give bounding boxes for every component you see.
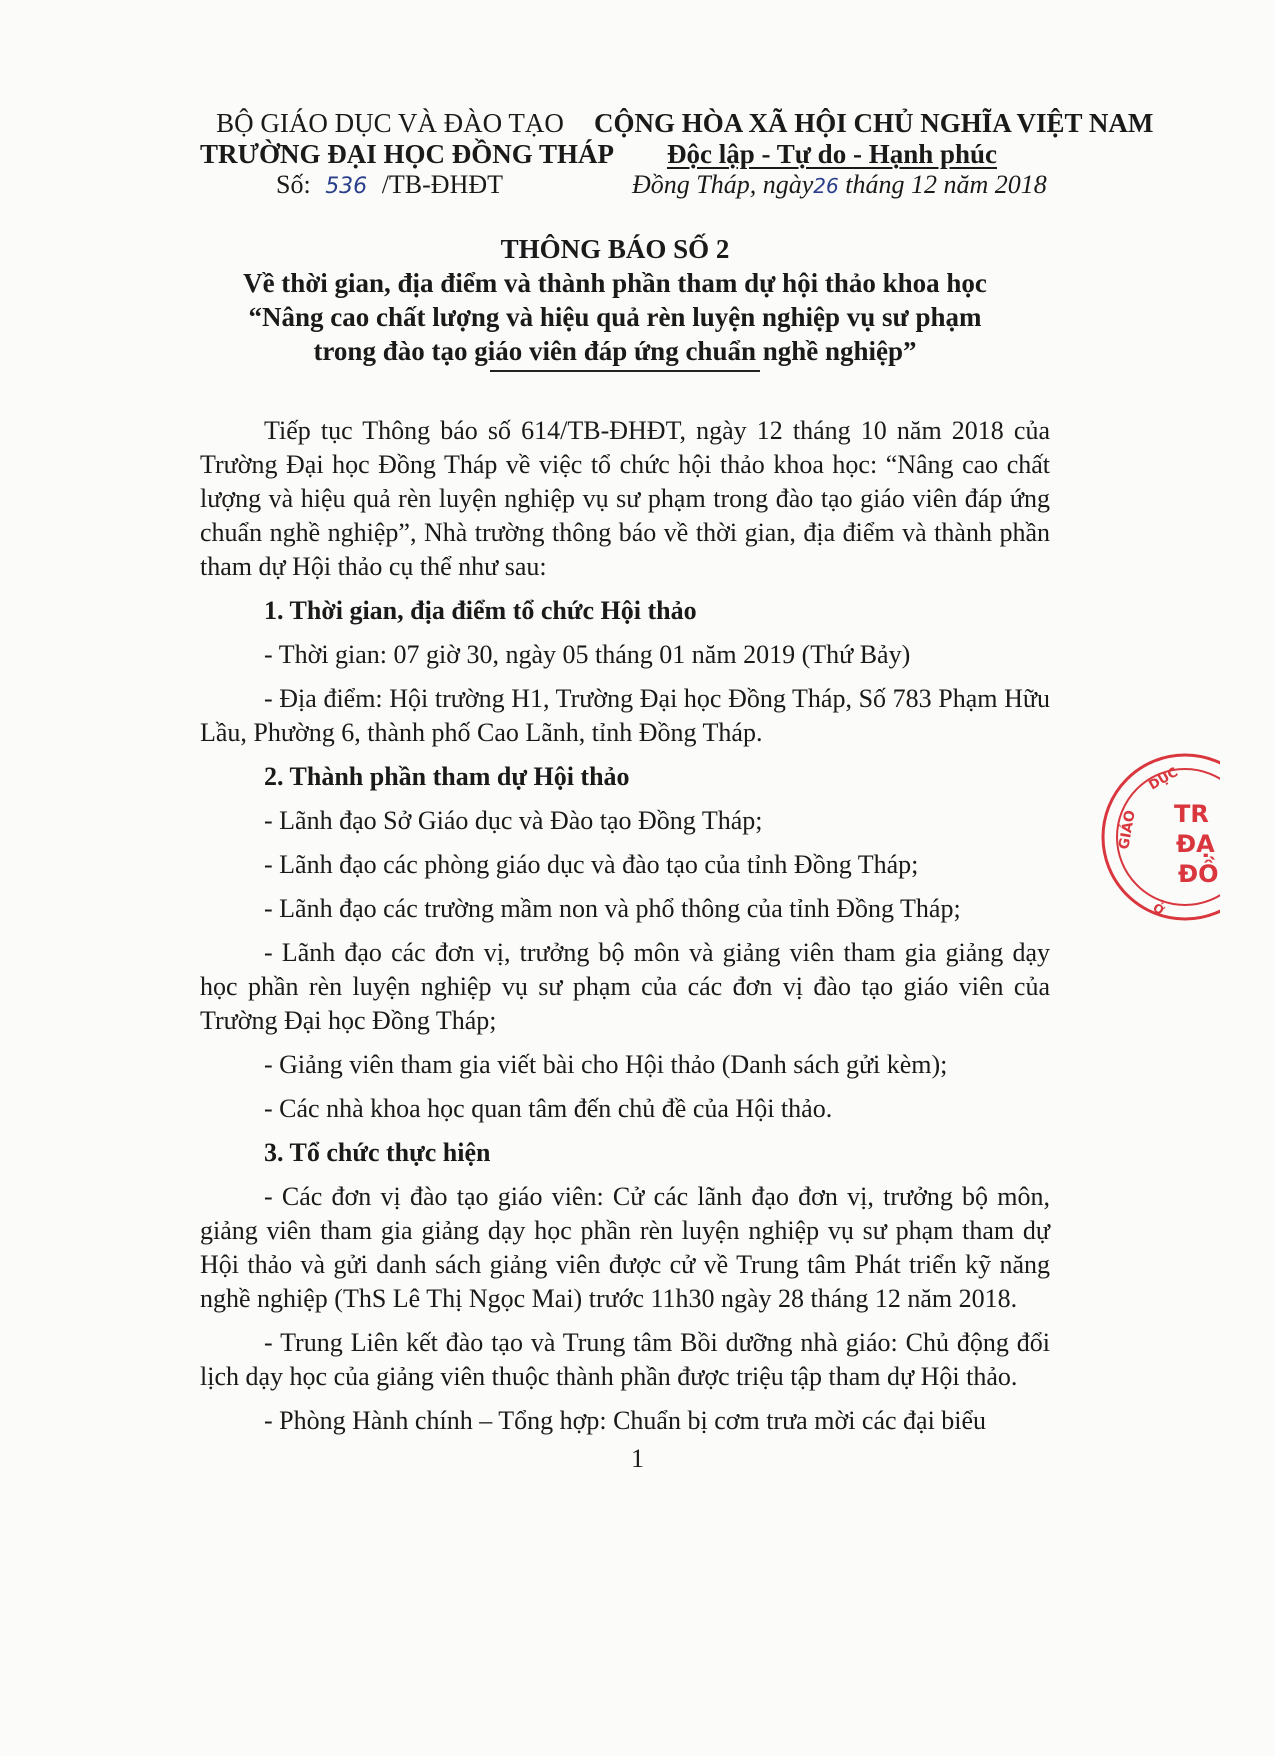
section-3-item: - Các đơn vị đào tạo giáo viên: Cử các lãnh đạo đơn vị, trưởng bộ môn, giảng viên tham gia giảng dạy học phần rèn luyện nghiệp vụ sư phạm tham dự Hội thảo và gửi danh sách giảng viên được cử về Trung tâm Phát triển kỹ năng nghề nghiệp (ThS Lê Thị Ngọc Mai) trước 11h30 ngày 28 tháng 12 năm 2018. [200,1182,1050,1313]
ministry-name: BỘ GIÁO DỤC VÀ ĐÀO TẠO [216,108,564,138]
title-line-3: “Nâng cao chất lượng và hiệu quả rèn luyện nghiệp vụ sư phạm [248,302,982,332]
place-date-prefix: Đồng Tháp, ngày [632,170,814,199]
section-2-item: - Lãnh đạo Sở Giáo dục và Đào tạo Đồng Tháp; [264,806,763,835]
section-2-heading: 2. Thành phần tham dự Hội thảo [264,762,630,791]
header-right [594,108,1154,170]
notice-title [180,232,1050,368]
svg-text:ĐỒ: ĐỒ [1178,860,1219,888]
section-3-item: - Trung Liên kết đào tạo và Trung tâm Bồi dưỡng nhà giáo: Chủ động đổi lịch dạy học của giảng viên thuộc thành phần được triệu tập tham dự Hội thảo. [200,1328,1050,1391]
svg-text:TR: TR [1174,800,1209,828]
svg-text:Ở: Ở [1150,900,1167,918]
section-1-place: - Địa điểm: Hội trường H1, Trường Đại học Đồng Tháp, Số 783 Phạm Hữu Lầu, Phường 6, thành phố Cao Lãnh, tỉnh Đồng Tháp. [200,684,1050,747]
doc-no-prefix: Số: [276,170,311,199]
national-motto: Độc lập - Tự do - Hạnh phúc [666,139,998,169]
section-1-time: - Thời gian: 07 giờ 30, ngày 05 tháng 01 năm 2019 (Thứ Bảy) [264,640,911,669]
red-seal-stamp [1070,752,1220,922]
notice-body [200,414,1050,1448]
place-date-day: 26 [813,174,839,198]
title-underline [490,370,760,372]
place-date [632,170,1047,200]
section-2-item: - Lãnh đạo các trường mầm non và phổ thông của tỉnh Đồng Tháp; [264,894,961,923]
document-number [276,170,503,200]
svg-text:DỤC: DỤC [1146,765,1181,794]
section-3-heading: 3. Tổ chức thực hiện [264,1138,491,1167]
university-name: TRƯỜNG ĐẠI HỌC ĐỒNG THÁP [200,139,615,169]
page-number: 1 [631,1444,644,1473]
intro-paragraph: Tiếp tục Thông báo số 614/TB-ĐHĐT, ngày 12 tháng 10 năm 2018 của Trường Đại học Đồng Tháp về việc tổ chức hội thảo khoa học: “Nâng cao chất lượng và hiệu quả rèn luyện nghiệp vụ sư phạm trong đào tạo giáo viên đáp ứng chuẩn nghề nghiệp”, Nhà trường thông báo về thời gian, địa điểm và thành phần tham dự Hội thảo cụ thể như sau: [200,416,1050,581]
country-name: CỘNG HÒA XÃ HỘI CHỦ NGHĨA VIỆT NAM [594,108,1154,138]
title-line-1: THÔNG BÁO SỐ 2 [500,234,730,264]
header-left [200,108,615,170]
svg-text:ĐẠ: ĐẠ [1176,830,1215,858]
section-2-item: - Các nhà khoa học quan tâm đến chủ đề của Hội thảo. [264,1094,833,1123]
section-2-item: - Lãnh đạo các phòng giáo dục và đào tạo của tỉnh Đồng Tháp; [264,850,919,879]
section-2-item: - Giảng viên tham gia viết bài cho Hội thảo (Danh sách gửi kèm); [264,1050,948,1079]
section-3-item: - Phòng Hành chính – Tổng hợp: Chuẩn bị cơm trưa mời các đại biểu [264,1406,987,1435]
title-line-2: Về thời gian, địa điểm và thành phần tham dự hội thảo khoa học [243,268,987,298]
section-2-item: - Lãnh đạo các đơn vị, trưởng bộ môn và giảng viên tham gia giảng dạy học phần rèn luyện nghiệp vụ sư phạm của các đơn vị đào tạo giáo viên của Trường Đại học Đồng Tháp; [200,938,1050,1035]
doc-no-handwritten: 536 [325,174,368,199]
svg-text:GIÁO: GIÁO [1116,809,1139,851]
section-1-heading: 1. Thời gian, địa điểm tổ chức Hội thảo [264,596,697,625]
title-line-4: trong đào tạo giáo viên đáp ứng chuẩn nghề nghiệp” [313,336,917,366]
doc-no-suffix: /TB-ĐHĐT [381,170,504,199]
place-date-suffix: tháng 12 năm 2018 [845,170,1047,199]
